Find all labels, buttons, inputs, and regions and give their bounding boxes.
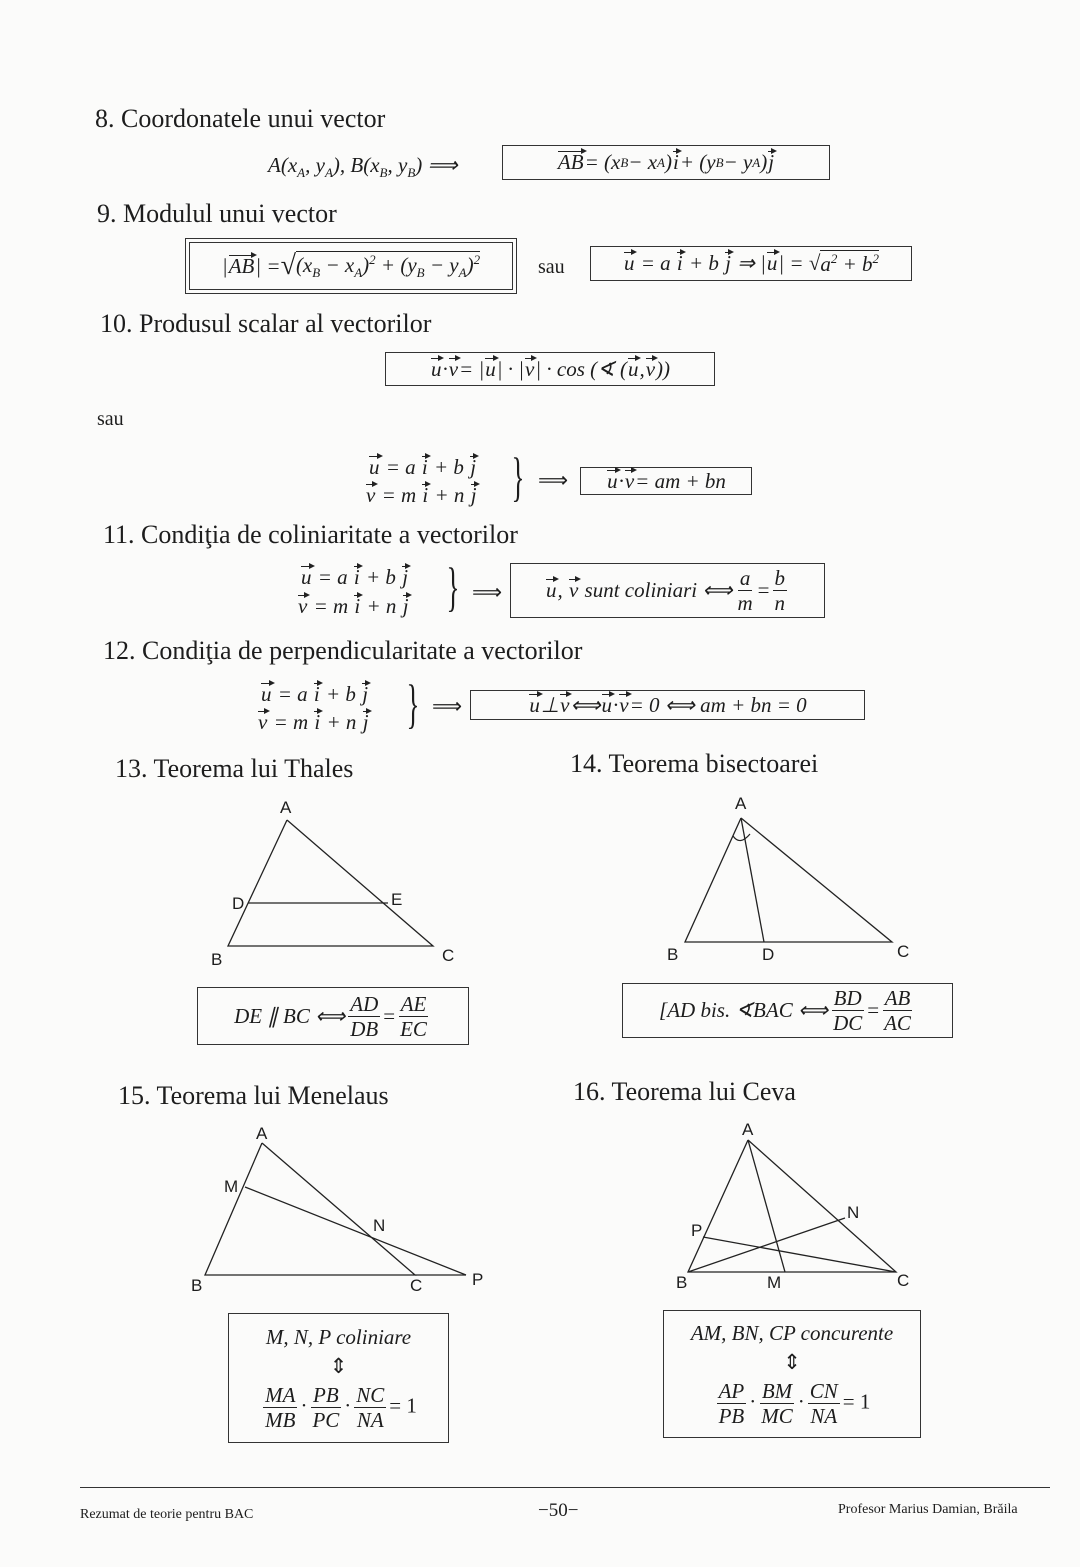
ceva-condition: AM, BN, CP concurente	[690, 1320, 894, 1345]
rhs: = 1	[389, 1392, 417, 1417]
angle-arc	[733, 834, 750, 841]
frac-den: NA	[356, 1407, 384, 1432]
label-A: A	[735, 794, 747, 813]
frac-den: DB	[350, 1016, 379, 1041]
brace: }	[511, 447, 525, 507]
section-8-lhs: $A(x_A$, $y_A$), $B(x_B$, $y_B$) ⟹	[268, 153, 458, 181]
dot: ·	[344, 1392, 352, 1417]
bisector-formula-box	[622, 983, 953, 1038]
section-11-title: 11. Condiţia de coliniaritate a vectorilor	[103, 520, 518, 549]
modulus-lhs: |AB| =	[221, 253, 281, 278]
footer-right: Profesor Marius Damian, Brăila	[838, 1502, 1018, 1517]
dot: ·	[749, 1388, 757, 1413]
label-P: P	[472, 1270, 484, 1289]
section-10-result-box: u · v = am + bn	[580, 467, 752, 495]
frac-num: BD	[833, 986, 862, 1010]
equals: =	[867, 998, 880, 1022]
section-15-title: 15. Teorema lui Menelaus	[118, 1081, 389, 1110]
implies-arrow: ⟹	[432, 694, 463, 718]
label-P: P	[691, 1221, 703, 1240]
label-N: N	[847, 1203, 860, 1222]
bisector-text: [AD bis. ∢BAC ⟺	[659, 998, 829, 1022]
section-14-title: 14. Teorema bisectoarei	[570, 749, 819, 778]
section-9-title: 9. Modulul unui vector	[97, 199, 337, 228]
label-C: C	[897, 942, 910, 961]
section-9-modulus-box: |AB| = √ $(x_B - x_A)^2 + (y_B - y_A)^2$	[189, 242, 513, 290]
frac-den: m	[737, 591, 753, 615]
label-A: A	[256, 1124, 268, 1143]
frac-num: AE	[400, 991, 427, 1016]
modulus-radicand: $(x_B - x_A)^2 + (y_B - y_A)^2$	[295, 251, 481, 281]
label-E: E	[391, 890, 403, 909]
frac-den: EC	[400, 1016, 427, 1041]
label-D: D	[232, 894, 245, 913]
bisector-triangle	[685, 818, 892, 942]
label-B: B	[676, 1273, 688, 1292]
label-C: C	[442, 946, 455, 965]
system-10-line-2: v = m i + n j	[366, 483, 477, 507]
equals: =	[757, 578, 770, 602]
frac-num: AP	[718, 1378, 745, 1403]
equivalence-arrow: ⇕	[329, 1353, 348, 1378]
menelaus-triangle	[205, 1143, 415, 1275]
system-12-line-2: v = m i + n j	[258, 710, 369, 734]
footer-rule	[80, 1487, 1050, 1488]
frac-num: CN	[809, 1378, 838, 1403]
thales-triangle	[228, 820, 433, 946]
frac-num: a	[739, 566, 751, 590]
system-12-line-1: u = a i + b j	[261, 682, 369, 706]
label-B: B	[667, 945, 679, 964]
section-16-title: 16. Teorema lui Ceva	[573, 1077, 796, 1106]
label-C: C	[410, 1276, 423, 1295]
frac-den: NA	[810, 1403, 838, 1428]
frac-num: BM	[761, 1378, 793, 1403]
ceva-am	[748, 1140, 785, 1272]
frac-den: DC	[833, 1011, 863, 1035]
frac-den: MC	[761, 1403, 793, 1428]
footer-left: Rezumat de teorie pentru BAC	[80, 1507, 254, 1522]
label-M: M	[224, 1177, 239, 1196]
label-M: M	[767, 1273, 782, 1292]
bisector-ad	[741, 818, 764, 942]
section-8-title: 8. Coordonatele unui vector	[95, 104, 386, 133]
section-12-title: 12. Condiţia de perpendicularitate a vectorilor	[103, 636, 583, 665]
section-10-title: 10. Produsul scalar al vectorilor	[100, 309, 432, 338]
system-11-line-1: u = a i + b j	[301, 565, 409, 589]
section-13-title: 13. Teorema lui Thales	[115, 754, 354, 783]
equivalence-arrow: ⇕	[783, 1349, 801, 1374]
thales-formula-box	[197, 987, 469, 1045]
brace: }	[406, 674, 420, 734]
menelaus-condition: M, N, P coliniare	[265, 1324, 412, 1349]
thales-text: DE ∥ BC ⟺	[234, 1003, 346, 1028]
ceva-cp	[703, 1237, 896, 1272]
label-B: B	[191, 1276, 203, 1295]
label-C: C	[897, 1271, 910, 1290]
rhs: = 1	[842, 1388, 871, 1413]
dot: ·	[797, 1388, 805, 1413]
frac-den: PB	[718, 1403, 745, 1428]
label-A: A	[742, 1120, 754, 1139]
components-formula: u = a i + b j ⇒ |u| = √	[623, 251, 821, 275]
brace: }	[446, 557, 460, 617]
label-D: D	[762, 945, 775, 964]
page-number: −50−	[538, 1500, 579, 1521]
frac-den: AC	[884, 1011, 911, 1035]
components-radicand: $a^2 + b^2$	[820, 251, 880, 276]
label-A: A	[280, 798, 292, 817]
label-N: N	[373, 1216, 386, 1235]
frac-den: MB	[265, 1407, 296, 1432]
section-10-sau: sau	[97, 408, 124, 430]
frac-num: AB	[884, 986, 911, 1010]
ceva-formula-box	[663, 1310, 921, 1438]
equals: =	[383, 1003, 396, 1028]
collinear-text: u, v sunt coliniari ⟺	[545, 578, 733, 602]
menelaus-formula-box	[228, 1313, 449, 1443]
frac-den: n	[774, 591, 786, 615]
section-8-formula-box: AB = (x B − x A ) i + (y B − y A ) j	[502, 145, 830, 180]
frac-num: b	[774, 566, 786, 590]
frac-num: NC	[356, 1382, 385, 1407]
implies-arrow: ⟹	[472, 580, 503, 604]
frac-den: PC	[312, 1407, 340, 1432]
implies-arrow: ⟹	[538, 468, 569, 492]
ceva-triangle	[688, 1140, 896, 1272]
section-10-formula-box: u · v = | u | · | v | · cos (∢ ( u , v ))	[385, 352, 715, 386]
label-B: B	[211, 950, 223, 969]
frac-num: PB	[313, 1382, 339, 1407]
frac-num: MA	[265, 1382, 296, 1407]
system-10-line-1: u = a i + b j	[369, 455, 477, 479]
menelaus-transversal	[245, 1187, 466, 1275]
ceva-bn	[688, 1218, 845, 1272]
section-12-formula-box: u ⊥ v ⟺ u · v = 0 ⟺ am + bn = 0	[470, 690, 865, 720]
dot: ·	[300, 1392, 308, 1417]
system-11-line-2: v = m i + n j	[298, 594, 409, 618]
frac-num: AD	[350, 991, 379, 1016]
section-9-sau: sau	[538, 256, 565, 278]
